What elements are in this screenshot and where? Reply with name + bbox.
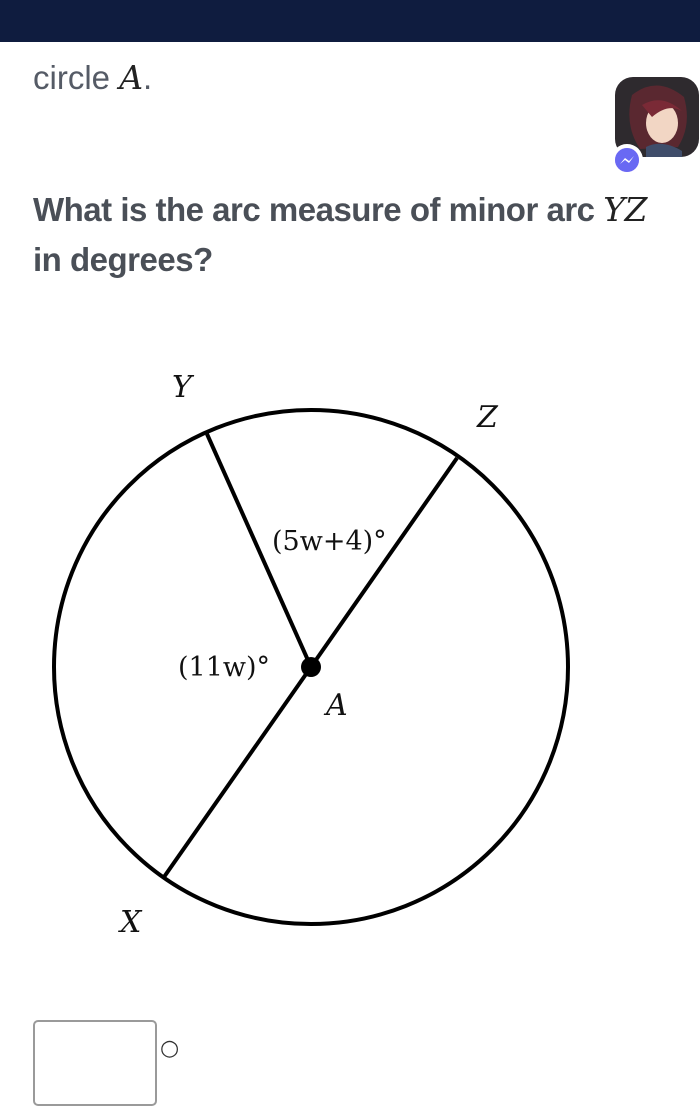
question-main: What is the arc measure of minor arc [33, 191, 604, 228]
label-y: Y [172, 370, 192, 405]
messenger-chat-head[interactable] [612, 75, 700, 180]
question-arc-variable: YZ [603, 190, 647, 229]
problem-intro [33, 58, 152, 97]
intro-text: circle [33, 59, 120, 96]
question-text [33, 185, 693, 285]
answer-input[interactable] [33, 1020, 157, 1106]
label-x: X [120, 905, 142, 940]
top-bar [0, 0, 700, 42]
label-z: Z [477, 400, 498, 435]
angle-label-xay: (11w)° [178, 652, 271, 683]
angle-label-yaz: (5w+4)° [272, 526, 387, 557]
circle-diagram [0, 330, 700, 970]
label-a: A [326, 688, 348, 723]
question-tail: in degrees? [33, 241, 213, 278]
center-point-a [301, 657, 321, 677]
intro-period: . [143, 59, 153, 96]
radius-ax [164, 667, 311, 877]
degree-symbol: ○ [160, 1036, 180, 1061]
intro-variable: A [119, 58, 144, 97]
radius-az [311, 458, 457, 667]
